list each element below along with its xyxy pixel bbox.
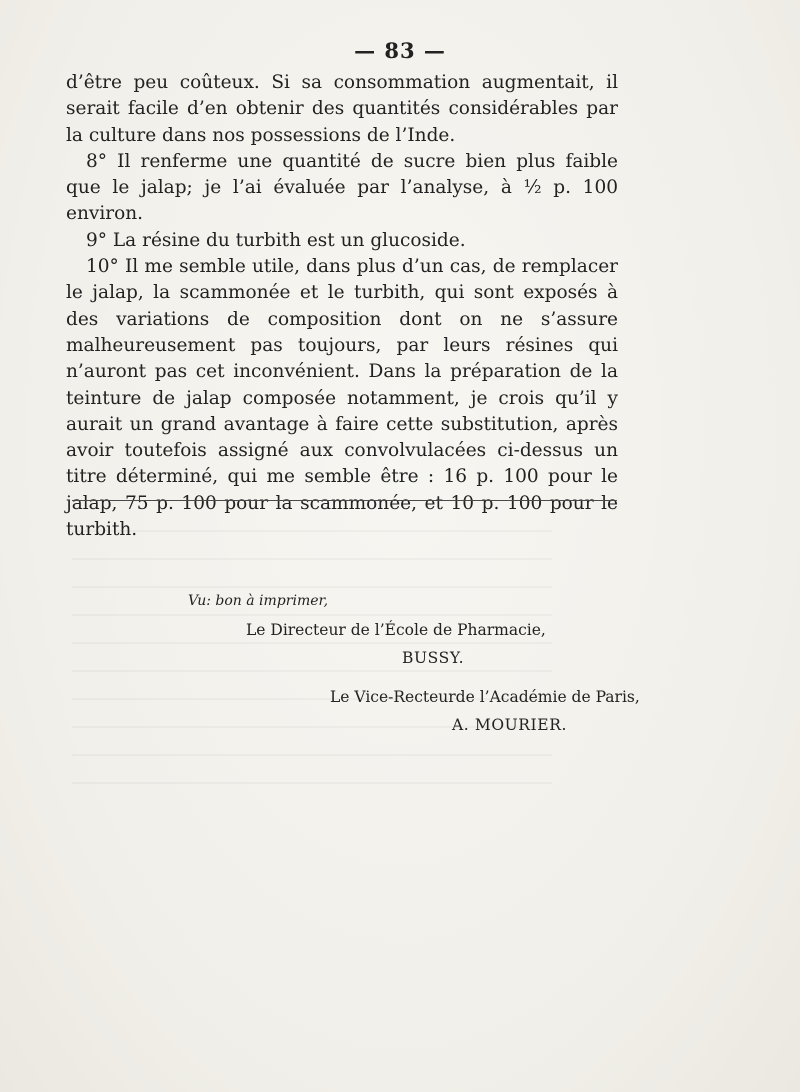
page-number: — 83 — xyxy=(354,38,446,63)
vice-rector-title: Le Vice-Recteurde l’Académie de Paris, xyxy=(330,688,640,706)
separator-rule xyxy=(72,500,617,501)
director-title: Le Directeur de l’École de Pharmacie, xyxy=(246,621,546,639)
vice-rector-name: A. MOURIER. xyxy=(452,716,567,734)
director-name: BUSSY. xyxy=(402,649,465,667)
bleed-through-texture xyxy=(72,530,552,830)
paragraph-1: d’être peu coûteux. Si sa consommation augmentait, il serait facile d’en obtenir des quantités considérables par la culture dans nos possessions de l’Inde. xyxy=(66,72,618,146)
body-text xyxy=(66,70,618,543)
approval-vu: Vu: bon à imprimer, xyxy=(188,593,329,609)
paragraph-3: 9° La résine du turbith est un glucoside. xyxy=(86,229,466,251)
paragraph-2: 8° Il renferme une quantité de sucre bien plus faible que le jalap; je l’ai évaluée par l’analyse, à ½ p. 100 environ. xyxy=(66,150,618,225)
paragraph-4: 10° Il me semble utile, dans plus d’un cas, de remplacer le jalap, la scammonée et le turbith, qui sont exposés à des variations de composition dont on ne s’assure malheureusement pas toujours, par leurs résines qui n’auront pas cet inconvénient. Dans la préparation de la teinture de jalap composée notamment, je crois qu’il y aurait un grand avantage à faire cette substitution, après avoir toutefois assigné aux convolvulacées ci-dessus un titre déterminé, qui me semble être : 16 p. 100 pour le jalap, 75 p. 100 pour la scammonée, et 10 p. 100 pour le turbith. xyxy=(66,256,618,541)
